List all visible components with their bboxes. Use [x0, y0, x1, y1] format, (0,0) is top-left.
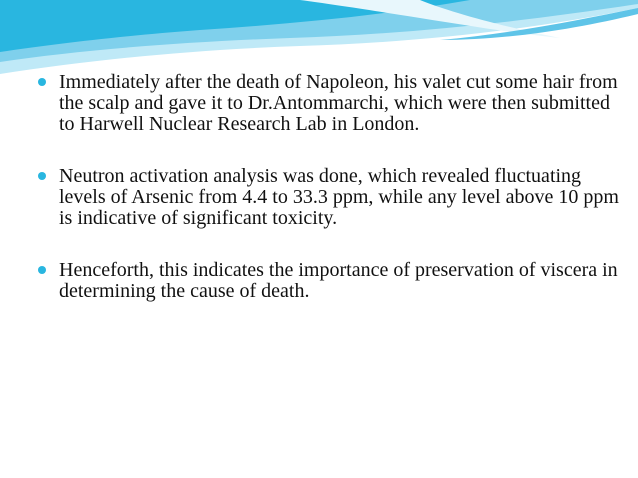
bullet-dot-icon: [38, 78, 46, 86]
bullet-text: Henceforth, this indicates the importance of preservation of viscera in determining the cause of death.: [59, 259, 618, 302]
bullet-list: [36, 72, 626, 302]
bullet-item: [36, 260, 626, 302]
bullet-item: [36, 166, 626, 229]
bullet-text: Neutron activation analysis was done, which revealed fluctuating levels of Arsenic from 4.4 to 33.3 ppm, while any level above 10 ppm is indicative of significant toxicity.: [59, 165, 619, 229]
bullet-text: Immediately after the death of Napoleon, his valet cut some hair from the scalp and gave it to Dr.Antommarchi, which were then submitted to Harwell Nuclear Research Lab in London.: [59, 71, 618, 135]
bullet-dot-icon: [38, 172, 46, 180]
bullet-item: [36, 72, 626, 135]
header-wave-decoration: [0, 0, 638, 80]
bullet-dot-icon: [38, 266, 46, 274]
